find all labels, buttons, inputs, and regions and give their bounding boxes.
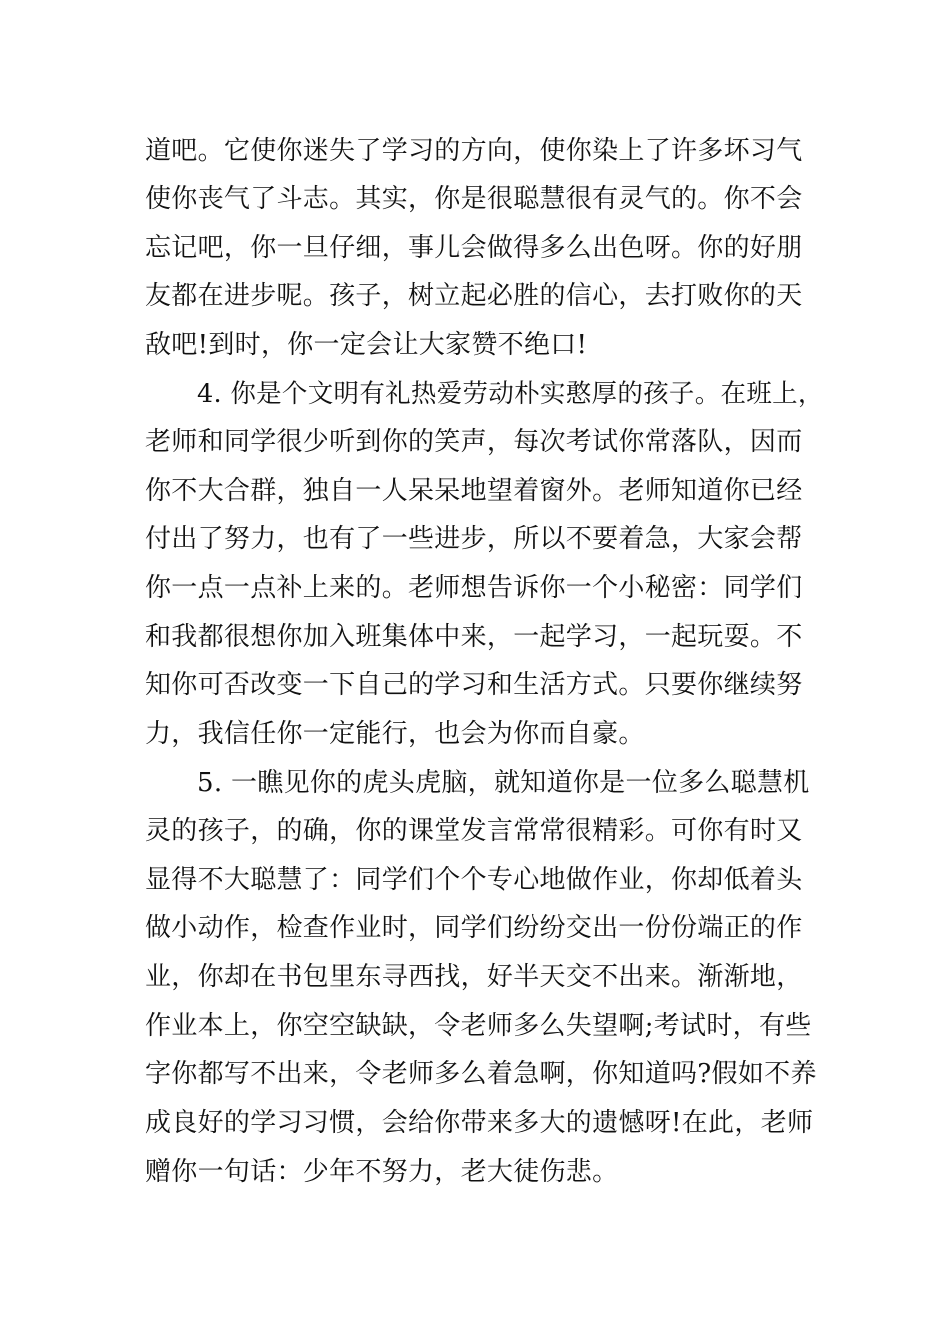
text-line: 成良好的学习习惯，会给你带来多大的遗憾呀!在此，老师: [145, 1108, 814, 1138]
text-line: 友都在进步呢。孩子，树立起必胜的信心，去打败你的天: [145, 281, 803, 311]
text-line: 你不大合群，独自一人呆呆地望着窗外。老师知道你已经: [145, 476, 803, 506]
text-line: 付出了努力，也有了一些进步，所以不要着急，大家会帮: [145, 524, 803, 554]
text-line: 灵的孩子，的确，你的课堂发言常常很精彩。可你有时又: [145, 816, 803, 846]
text-line: 敌吧!到时，你一定会让大家赞不绝口!: [145, 330, 588, 360]
text-line: 字你都写不出来，令老师多么着急啊，你知道吗?假如不养: [145, 1059, 817, 1089]
text-line: 使你丧气了斗志。其实，你是很聪慧很有灵气的。你不会: [145, 184, 803, 214]
text-line: 业，你却在书包里东寻西找，好半天交不出来。渐渐地，: [145, 962, 803, 992]
text-line: 老师和同学很少听到你的笑声，每次考试你常落队，因而: [145, 427, 803, 457]
text-line: 和我都很想你加入班集体中来，一起学习，一起玩耍。不: [145, 622, 803, 652]
text-line: 忘记吧，你一旦仔细，事儿会做得多么出色呀。你的好朋: [145, 233, 803, 263]
text-line: 做小动作，检查作业时，同学们纷纷交出一份份端正的作: [145, 913, 803, 943]
text-line: 道吧。它使你迷失了学习的方向，使你染上了许多坏习气: [145, 136, 803, 166]
text-line: 作业本上，你空空缺缺，令老师多么失望啊;考试时，有些: [145, 1011, 812, 1041]
text-line-paragraph-4-start: 4. 你是个文明有礼热爱劳动朴实憨厚的孩子。在班上，: [197, 379, 824, 409]
text-line: 赠你一句话：少年不努力，老大徒伤悲。: [145, 1157, 619, 1187]
text-line-paragraph-5-start: 5. 一瞧见你的虎头虎脑，就知道你是一位多么聪慧机: [197, 768, 810, 798]
text-line: 你一点一点补上来的。老师想告诉你一个小秘密：同学们: [145, 573, 803, 603]
text-line: 知你可否改变一下自己的学习和生活方式。只要你继续努: [145, 670, 803, 700]
text-line: 显得不大聪慧了：同学们个个专心地做作业，你却低着头: [145, 865, 803, 895]
text-line: 力，我信任你一定能行，也会为你而自豪。: [145, 719, 645, 749]
